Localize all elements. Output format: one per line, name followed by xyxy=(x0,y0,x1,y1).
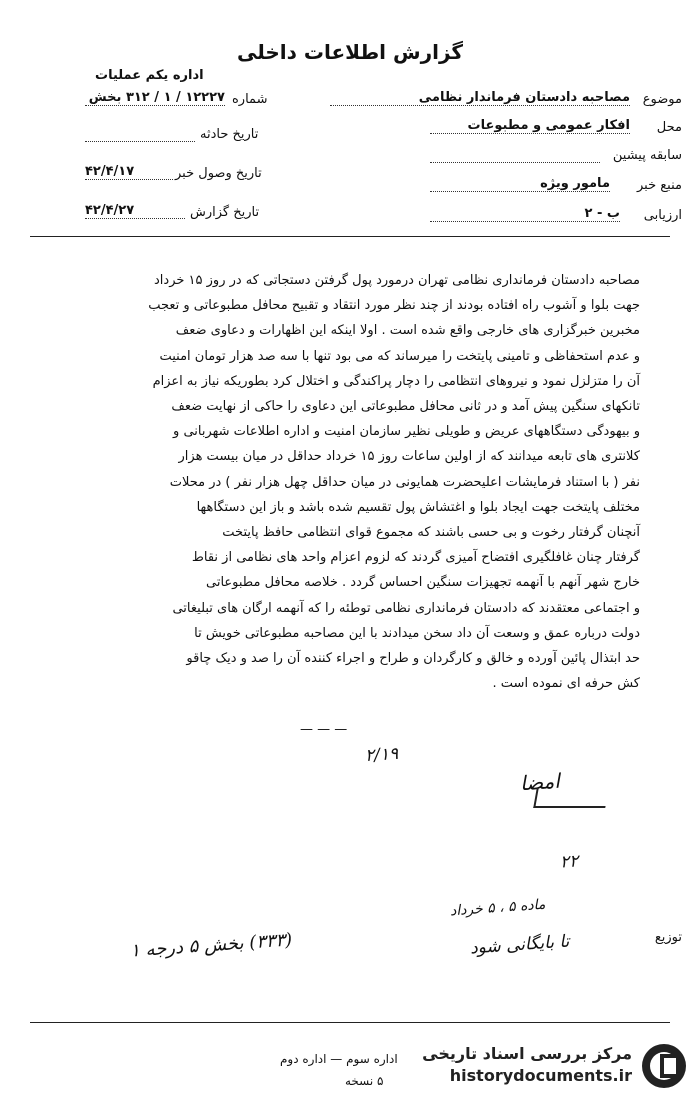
previous-value xyxy=(430,146,600,163)
incident-date-label: تاریخ حادثه xyxy=(200,127,259,142)
report-body xyxy=(75,268,640,696)
receipt-date-label: تاریخ وصول خبر xyxy=(175,166,262,181)
body-line: جهت بلوا و آشوب راه افتاده بودند از چند نظر مورد انتقاد و تقبیح محافل مطبوعاتی و تعجب xyxy=(148,298,640,314)
rating-value: ب - ۲ xyxy=(430,206,620,222)
body-line: دولت درباره عمق و وسعت آن داد سخن میدادند با این مصاحبه مطبوعاتی خویش تا xyxy=(194,625,640,641)
body-line: آنچنان گرفتار رخوت و بی حسی باشند که مجموع قوای انتظامی حافظ پایتخت xyxy=(222,525,640,541)
receipt-date-value: ۴۲/۴/۱۷ xyxy=(85,164,173,180)
watermark-fa: مرکز بررسی اسناد تاریخی xyxy=(422,1044,632,1063)
number-value: ۱۲۲۲۷ / ۱ / ۳۱۲ بخش xyxy=(85,90,225,106)
body-line: مختلف پایتخت جهت ایجاد بلوا و اغتشاش پول تقسیم شده باشد و باز این دستگاهها xyxy=(196,499,640,515)
distribution-label: توزیع xyxy=(654,930,682,945)
handwritten-note-1: ۲۲ xyxy=(559,851,579,873)
handwritten-note-3: تا بایگانی شود xyxy=(469,931,571,959)
source-value: مامور ویژه xyxy=(430,176,610,192)
incident-date-value xyxy=(85,125,195,142)
place-label: محل xyxy=(656,120,682,135)
watermark-en: historydocuments.ir xyxy=(449,1066,632,1085)
body-line: خارج شهر آنهم با آنهمه تجهیزات سنگین احساس گردد . خلاصه محافل مطبوعاتی xyxy=(206,575,640,591)
handwritten-note-2: ماده ۵ ، ۵ خرداد xyxy=(449,896,546,920)
report-date-value: ۴۲/۴/۲۷ xyxy=(85,203,185,219)
body-line: تانکهای سنگین پیش آمد و در ثانی محافل مطبوعاتی این دعاوی را حاکی از نهایت ضعف xyxy=(171,399,640,415)
document-title: گزارش اطلاعات داخلی xyxy=(236,40,464,64)
body-line: گرفتار چنان غافلگیری افتضاح آمیزی گردند که لزوم اعزام واحد های نظامی از نقاط xyxy=(191,550,640,566)
signature-stroke xyxy=(533,788,609,808)
previous-label: سابقه پیشین xyxy=(612,148,682,163)
rating-label: ارزیابی xyxy=(643,208,682,223)
body-line: و اجتماعی معتقدند که دادستان فرمانداری نظامی توطئه را که آنهمه ارگان های تبلیغاتی xyxy=(172,600,640,616)
source-label: منبع خبر xyxy=(637,178,682,193)
body-line: نفر ( با استناد فرمایشات اعلیحضرت همایونی در میان حداقل چهل هزار نفر ) در محلات xyxy=(169,474,640,490)
handwritten-left-note: (۳۳۳) بخش ۵ درجه ۱ xyxy=(129,929,293,962)
number-label: شماره xyxy=(232,92,268,107)
body-line: مصاحبه دادستان فرمانداری نظامی تهران درمورد پول گرفتن دستجاتی که در روز ۱۵ خرداد xyxy=(154,273,640,288)
annotation-date: ۲/۱۹ xyxy=(364,743,399,767)
body-line: و عدم استحفاظی و تامینی پایتخت را میرساند که می بود تنها با سه صد هزار تومان امنیت xyxy=(159,348,640,364)
report-date-label: تاریخ گزارش xyxy=(190,205,260,220)
archive-logo-icon xyxy=(640,1042,688,1090)
body-end-dashes: — — — xyxy=(300,722,348,737)
body-line: کش حرفه ای نموده است . xyxy=(492,676,640,692)
subject-value: مصاحبه دادستان فرماندار نظامی xyxy=(330,90,630,106)
body-line: حد ابتذال پائین آورده و خالق و کارگردان و طراح و اجراء کننده آن را صد و دیک چاقو xyxy=(186,651,640,667)
footer-distribution: اداره سوم — اداره دوم xyxy=(280,1052,398,1066)
body-line: آن را متزلزل نمود و نیروهای انتظامی را دچار پراکندگی و اختلال کرد بطوریکه نیاز به اعزام xyxy=(152,373,640,389)
body-line: مخبرین خبرگزاری های خارجی واقع شده است . اولا اینکه این اظهارات و دعاوی ضعف xyxy=(175,323,640,339)
body-line: کلانتری های تابعه میدانند که از اولین ساعات روز ۱۵ خرداد حداقل در میان بیست هزار xyxy=(178,449,640,465)
body-line: و بیهودگی دستگاههای عریض و طویلی نظیر سازمان امنیت و اداره اطلاعات شهربانی و xyxy=(173,424,640,440)
footer-copies: ۵ نسخه xyxy=(345,1074,384,1088)
place-value: افکار عمومی و مطبوعات xyxy=(430,118,630,134)
signature-1: امضا xyxy=(519,768,561,796)
header-divider xyxy=(30,236,670,237)
department-name: اداره یکم عملیات xyxy=(95,68,204,83)
subject-label: موضوع xyxy=(642,92,682,107)
footer-divider xyxy=(30,1022,670,1023)
